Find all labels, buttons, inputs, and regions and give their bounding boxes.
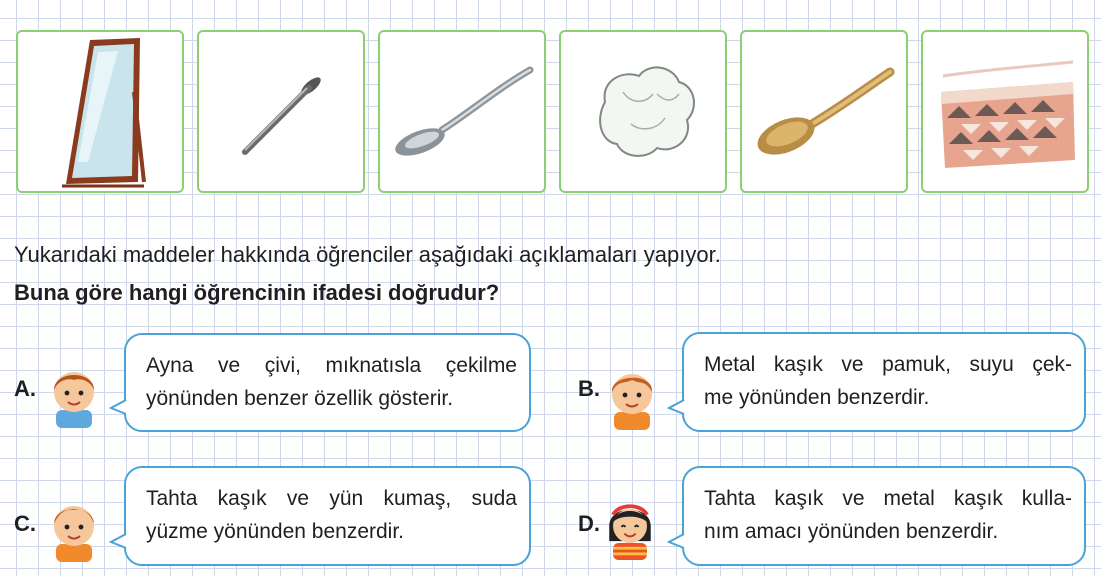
option-d-letter[interactable]: D. bbox=[578, 511, 600, 536]
speech-tail bbox=[109, 532, 127, 550]
option-d-bubble[interactable] bbox=[682, 466, 1086, 566]
speech-tail bbox=[109, 398, 127, 416]
option-a-line-1: Ayna ve çivi, mıknatısla çekilme bbox=[146, 354, 517, 377]
picture-card-mirror bbox=[16, 30, 184, 193]
option-d-line-1: Tahta kaşık ve metal kaşık kulla- bbox=[704, 487, 1072, 510]
picture-card-metal-spoon bbox=[378, 30, 546, 193]
picture-row bbox=[16, 30, 1094, 195]
nail-icon bbox=[199, 32, 363, 191]
option-b-line-2: me yönünden benzerdir. bbox=[704, 386, 930, 409]
option-c-line-2: yüzme yönünden benzerdir. bbox=[146, 520, 404, 543]
option-c-line-1: Tahta kaşık ve yün kumaş, suda bbox=[146, 487, 517, 510]
question-prompt-text: Buna göre hangi öğrencinin ifadesi doğrudur? bbox=[14, 280, 500, 305]
cotton-icon bbox=[561, 32, 725, 191]
picture-card-wool-fabric bbox=[921, 30, 1089, 193]
option-b-bubble[interactable] bbox=[682, 332, 1086, 432]
speech-tail bbox=[667, 398, 685, 416]
option-b-letter[interactable]: B. bbox=[578, 376, 600, 401]
option-a-line-2: yönünden benzer özellik gösterir. bbox=[146, 387, 454, 410]
wooden-spoon-icon bbox=[742, 32, 906, 191]
boy-avatar-icon bbox=[604, 364, 660, 430]
option-b-line-1: Metal kaşık ve pamuk, suyu çek- bbox=[704, 353, 1072, 376]
option-a-letter[interactable]: A. bbox=[14, 376, 36, 401]
boy-avatar-icon bbox=[46, 362, 102, 428]
mirror-icon bbox=[18, 32, 182, 191]
metal-spoon-icon bbox=[380, 32, 544, 191]
boy-avatar-icon bbox=[46, 496, 102, 562]
picture-card-cotton bbox=[559, 30, 727, 193]
option-c-bubble[interactable] bbox=[124, 466, 531, 566]
speech-tail bbox=[667, 532, 685, 550]
girl-avatar-icon bbox=[602, 494, 658, 560]
picture-card-wooden-spoon bbox=[740, 30, 908, 193]
picture-card-nail bbox=[197, 30, 365, 193]
option-a-bubble[interactable] bbox=[124, 333, 531, 432]
option-c-letter[interactable]: C. bbox=[14, 511, 36, 536]
question-intro-text: Yukarıdaki maddeler hakkında öğrenciler aşağıdaki açıklamaları yapıyor. bbox=[14, 242, 721, 267]
wool-fabric-icon bbox=[923, 32, 1087, 191]
option-d-line-2: nım amacı yönünden benzerdir. bbox=[704, 520, 999, 543]
